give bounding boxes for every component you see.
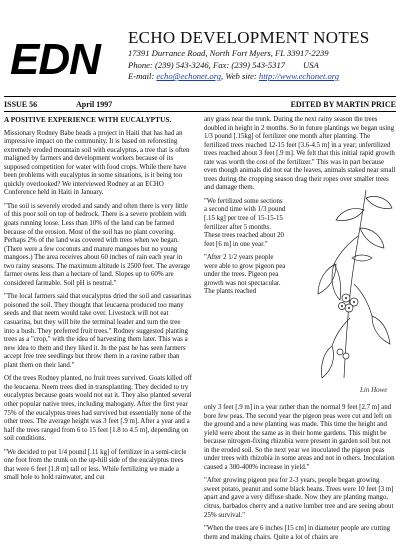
email-label: E-mail: <box>128 71 157 81</box>
article-paragraph: "We fertilized some sections a second time with 1/3 pound [.15 kg] per tree of 15-15-15 fertilizer after 5 months. These trees reached about 20 feet [6 m] in one year." <box>204 197 286 248</box>
left-column <box>4 116 192 488</box>
email-link[interactable]: echo@echonet.org <box>156 71 222 81</box>
article-paragraph: "We decided to put 1/4 pound [.11 kg] of fertilizer in a semi-circle one foot from the trunk on the up-hill side of the eucalyptus trees that were 6 feet [1.8 m] tall or less. While fertilizing we made a small hole to hold rainwater, and cut <box>4 448 187 482</box>
article-paragraph: "When the trees are 6 inches [15 cm] in diameter people are cutting them and making chairs. Quite a lot of chairs are <box>204 525 391 541</box>
issue-bar <box>4 99 396 110</box>
address-line: 17391 Durrance Road, North Fort Myers, FL 33917-2239 <box>128 48 329 58</box>
email-web-line <box>128 71 398 83</box>
artist-signature: Lin Howe <box>360 386 388 394</box>
masthead-contact <box>128 48 398 83</box>
edn-logo: EDN <box>10 35 100 84</box>
top-divider <box>4 96 396 97</box>
wrapped-text-block <box>204 198 286 297</box>
eucalyptus-illustration <box>296 188 396 400</box>
website-link[interactable]: http://www.echonet.org <box>258 71 340 81</box>
article-paragraph: "The local farmers said that eucalyptus dried the soil and casuarinas poisoned the soil. They thought that leucaena produced too many seeds and that neem would take over. Livestock will not eat casuarina, but they will bite the terminal leader and turn the tree into a bush. They preferred fruit trees." Rodney suggested planting trees as a "crop," with the idea of harvesting them later. This was a new idea to them and they liked it. In the past he has seen farmers accept free tree seedlings but throw them in a ravine rather than plant them on their land." <box>4 293 192 369</box>
web-label: , Web site: <box>221 71 259 81</box>
article-paragraph: Of the trees Rodney planted, no fruit trees survived. Goats killed off the leucaena. Neem trees died in transplanting. They decided to try eucalyptus because goats would not eat it. They also planted several other popular native trees, including mahogany. After the first year 75% of the eucalyptus trees had survived but essentially none of the other trees. The average height was 3 feet [.9 m]. After a year and a half the trees ranged from 6 to 15 feet [1.8 to 4.5 m], depending on soil conditions. <box>4 375 192 443</box>
article-paragraph: "After growing pigeon pea for 2-3 years, people began growing sweet potato, peanut and some black beans. Trees were 10 feet [3 m] apart and gave a very diffuse shade. Now they are planting mango, citrus, barbados cherry and a native lumber tree and are seeing about 25% survival." <box>204 477 394 519</box>
article-paragraph: only 3 feet [.9 m] in a year rather than the normal 9 feet [2.7 m] and bore few peas. The second year the pigeon peas were cut and left on the ground and a new planting was made. This time the height and yield were about the same as in their home gardens. This might be because nitrogen-fixing rhizobia were present in garden soil but not in the eroded soil. So the next year we inoculated the pigeon peas under trees with rhizobia in some areas and not in others. Inoculation caused a 300-400% increase in yield." <box>204 404 395 471</box>
masthead-title: ECHO DEVELOPMENT NOTES <box>128 28 370 47</box>
issue-number: ISSUE 56 <box>4 100 38 109</box>
right-column <box>204 116 396 541</box>
article-paragraph: "The soil is severely eroded and sandy and often there is very little of this poor soil on top of bedrock. There is a severe problem with goats running loose. Less than 10% of the land can be farmed because of the erosion. Most of the soil has no plant covering. Perhaps 2% of the land was covered with trees when we began. (There were a few coconuts and mature mangoes but no young mangoes.) The area receives about 60 inches of rain each year in two rainy seasons. The maximum altitude is 2500 feet. The average farmer owns less than a hectare of land. Slopes up to 60% are considered farmable. Soil pH is neutral." <box>4 202 191 287</box>
phone-text: Phone: (239) 543-3246, Fax: (239) 543-5317 <box>128 59 286 70</box>
right-column-continued <box>204 404 396 547</box>
issue-date: April 1997 <box>76 100 113 109</box>
article-paragraph: any grass near the trunk. During the next rainy season the trees doubled in height in 2 months. So in future plantings we began using 1/3 pound [.15kg] of fertilizer one month after planting. The fertilized trees reached 12-15 feet [3.6-4.5 m] in a year; unfertilized trees reached about 3 feet [.9 m]. We felt that this initial rapid growth rate was worth the cost of the fertilizer." This was in part because even though animals did not eat the leaves, animals staked near small trees during the cropping season drag their ropes over smaller trees and damage them. <box>204 116 396 192</box>
article-paragraph: Missionary Rodney Babe heads a project in Haiti that has had an impressive impact on the community. It is based on reforesting extremely eroded mountain soil with eucalyptus, a tree that is often maligned by farmers and development workers because of its supposed competition for water with food crops. While there have been problems with eucalyptus in some situations, is it being too quickly overlooked? We interviewed Rodney at an ECHO Conference held in Haiti in January. <box>4 129 190 197</box>
article-paragraph: "After 2 1/2 years people were able to grow pigeon pea under the trees. Pigeon pea growth was not spectacular. The plants reached <box>204 254 286 296</box>
article-headline: A POSITIVE EXPERIENCE WITH EUCALYPTUS. <box>4 116 172 124</box>
phone-line <box>128 60 398 72</box>
country-text: USA <box>303 59 319 70</box>
bottom-divider <box>4 111 396 112</box>
editor-credit: EDITED BY MARTIN PRICE <box>290 100 396 109</box>
